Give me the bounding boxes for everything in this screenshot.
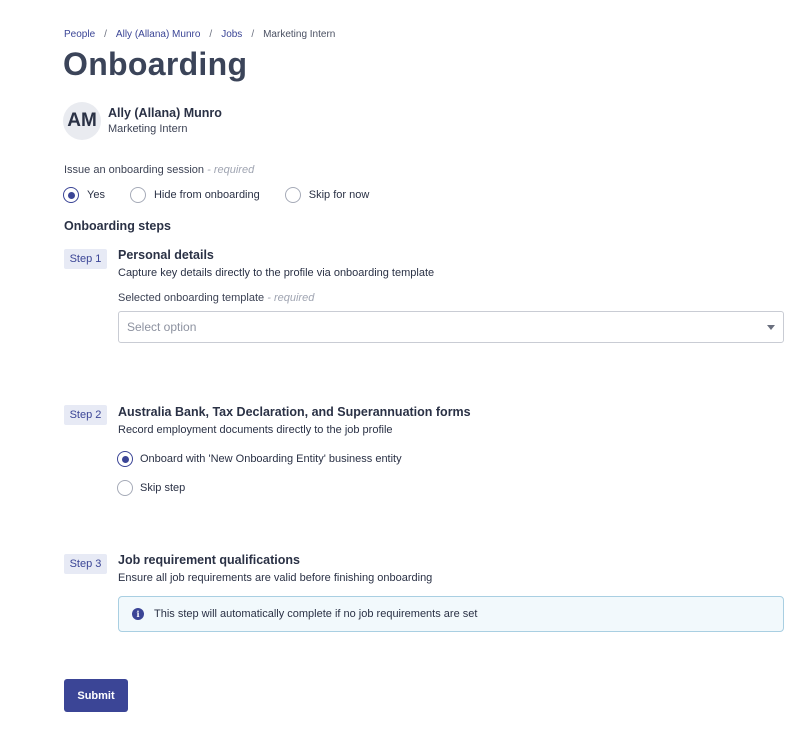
radio-button[interactable] bbox=[130, 187, 146, 203]
required-hint: - required bbox=[267, 292, 315, 304]
profile-text bbox=[108, 106, 222, 135]
radio-option-skip[interactable] bbox=[285, 187, 370, 203]
step-3-title: Job requirement qualifications bbox=[118, 553, 300, 567]
step-1-description: Capture key details directly to the profile via onboarding template bbox=[118, 267, 435, 279]
profile-summary bbox=[63, 102, 222, 140]
breadcrumb-jobs-link[interactable]: Jobs bbox=[221, 29, 243, 40]
chevron-down-icon bbox=[767, 325, 775, 330]
breadcrumb-current: Marketing Intern bbox=[263, 29, 336, 40]
radio-label: Skip step bbox=[140, 482, 186, 494]
submit-button[interactable]: Submit bbox=[64, 679, 128, 712]
step-2-title: Australia Bank, Tax Declaration, and Superannuation forms bbox=[118, 405, 471, 419]
radio-option-skip-step[interactable] bbox=[117, 480, 185, 496]
radio-button[interactable] bbox=[63, 187, 79, 203]
radio-label: Skip for now bbox=[308, 189, 370, 201]
profile-role: Marketing Intern bbox=[108, 123, 188, 135]
radio-button[interactable] bbox=[285, 187, 301, 203]
radio-button[interactable] bbox=[117, 480, 133, 496]
info-icon: i bbox=[132, 608, 144, 620]
required-hint: - required bbox=[207, 164, 255, 176]
breadcrumb bbox=[64, 29, 335, 40]
step-2-badge: Step 2 bbox=[64, 405, 107, 425]
radio-button[interactable] bbox=[117, 451, 133, 467]
radio-label: Yes bbox=[87, 189, 105, 201]
info-text: This step will automatically complete if no job requirements are set bbox=[154, 608, 478, 620]
breadcrumb-people-link[interactable]: People bbox=[64, 29, 96, 40]
onboarding-template-select[interactable] bbox=[118, 311, 784, 343]
avatar: AM bbox=[63, 102, 101, 140]
onboarding-steps-heading: Onboarding steps bbox=[64, 219, 171, 233]
step-1-title: Personal details bbox=[118, 248, 214, 262]
step-1-badge: Step 1 bbox=[64, 249, 107, 269]
step-3-badge: Step 3 bbox=[64, 554, 107, 574]
select-placeholder: Select option bbox=[127, 320, 197, 334]
breadcrumb-person-link[interactable]: Ally (Allana) Munro bbox=[115, 29, 201, 40]
profile-name: Ally (Allana) Munro bbox=[108, 106, 222, 120]
info-callout bbox=[118, 596, 784, 632]
breadcrumb-separator: / bbox=[251, 29, 255, 40]
session-question-label bbox=[64, 164, 254, 176]
radio-option-onboard-entity[interactable] bbox=[117, 451, 402, 467]
step-3-description: Ensure all job requirements are valid before finishing onboarding bbox=[118, 572, 433, 584]
radio-label: Hide from onboarding bbox=[153, 189, 260, 201]
page-title: Onboarding bbox=[63, 46, 248, 82]
template-field-label bbox=[118, 292, 314, 304]
radio-option-hide[interactable] bbox=[130, 187, 260, 203]
step-2-description: Record employment documents directly to the job profile bbox=[118, 424, 393, 436]
radio-label: Onboard with 'New Onboarding Entity' business entity bbox=[140, 453, 402, 465]
session-radio-group bbox=[63, 187, 369, 203]
session-question-text: Issue an onboarding session bbox=[64, 164, 205, 176]
template-field-text: Selected onboarding template bbox=[118, 292, 265, 304]
radio-option-yes[interactable] bbox=[63, 187, 105, 203]
breadcrumb-separator: / bbox=[104, 29, 107, 40]
breadcrumb-separator: / bbox=[209, 29, 213, 40]
